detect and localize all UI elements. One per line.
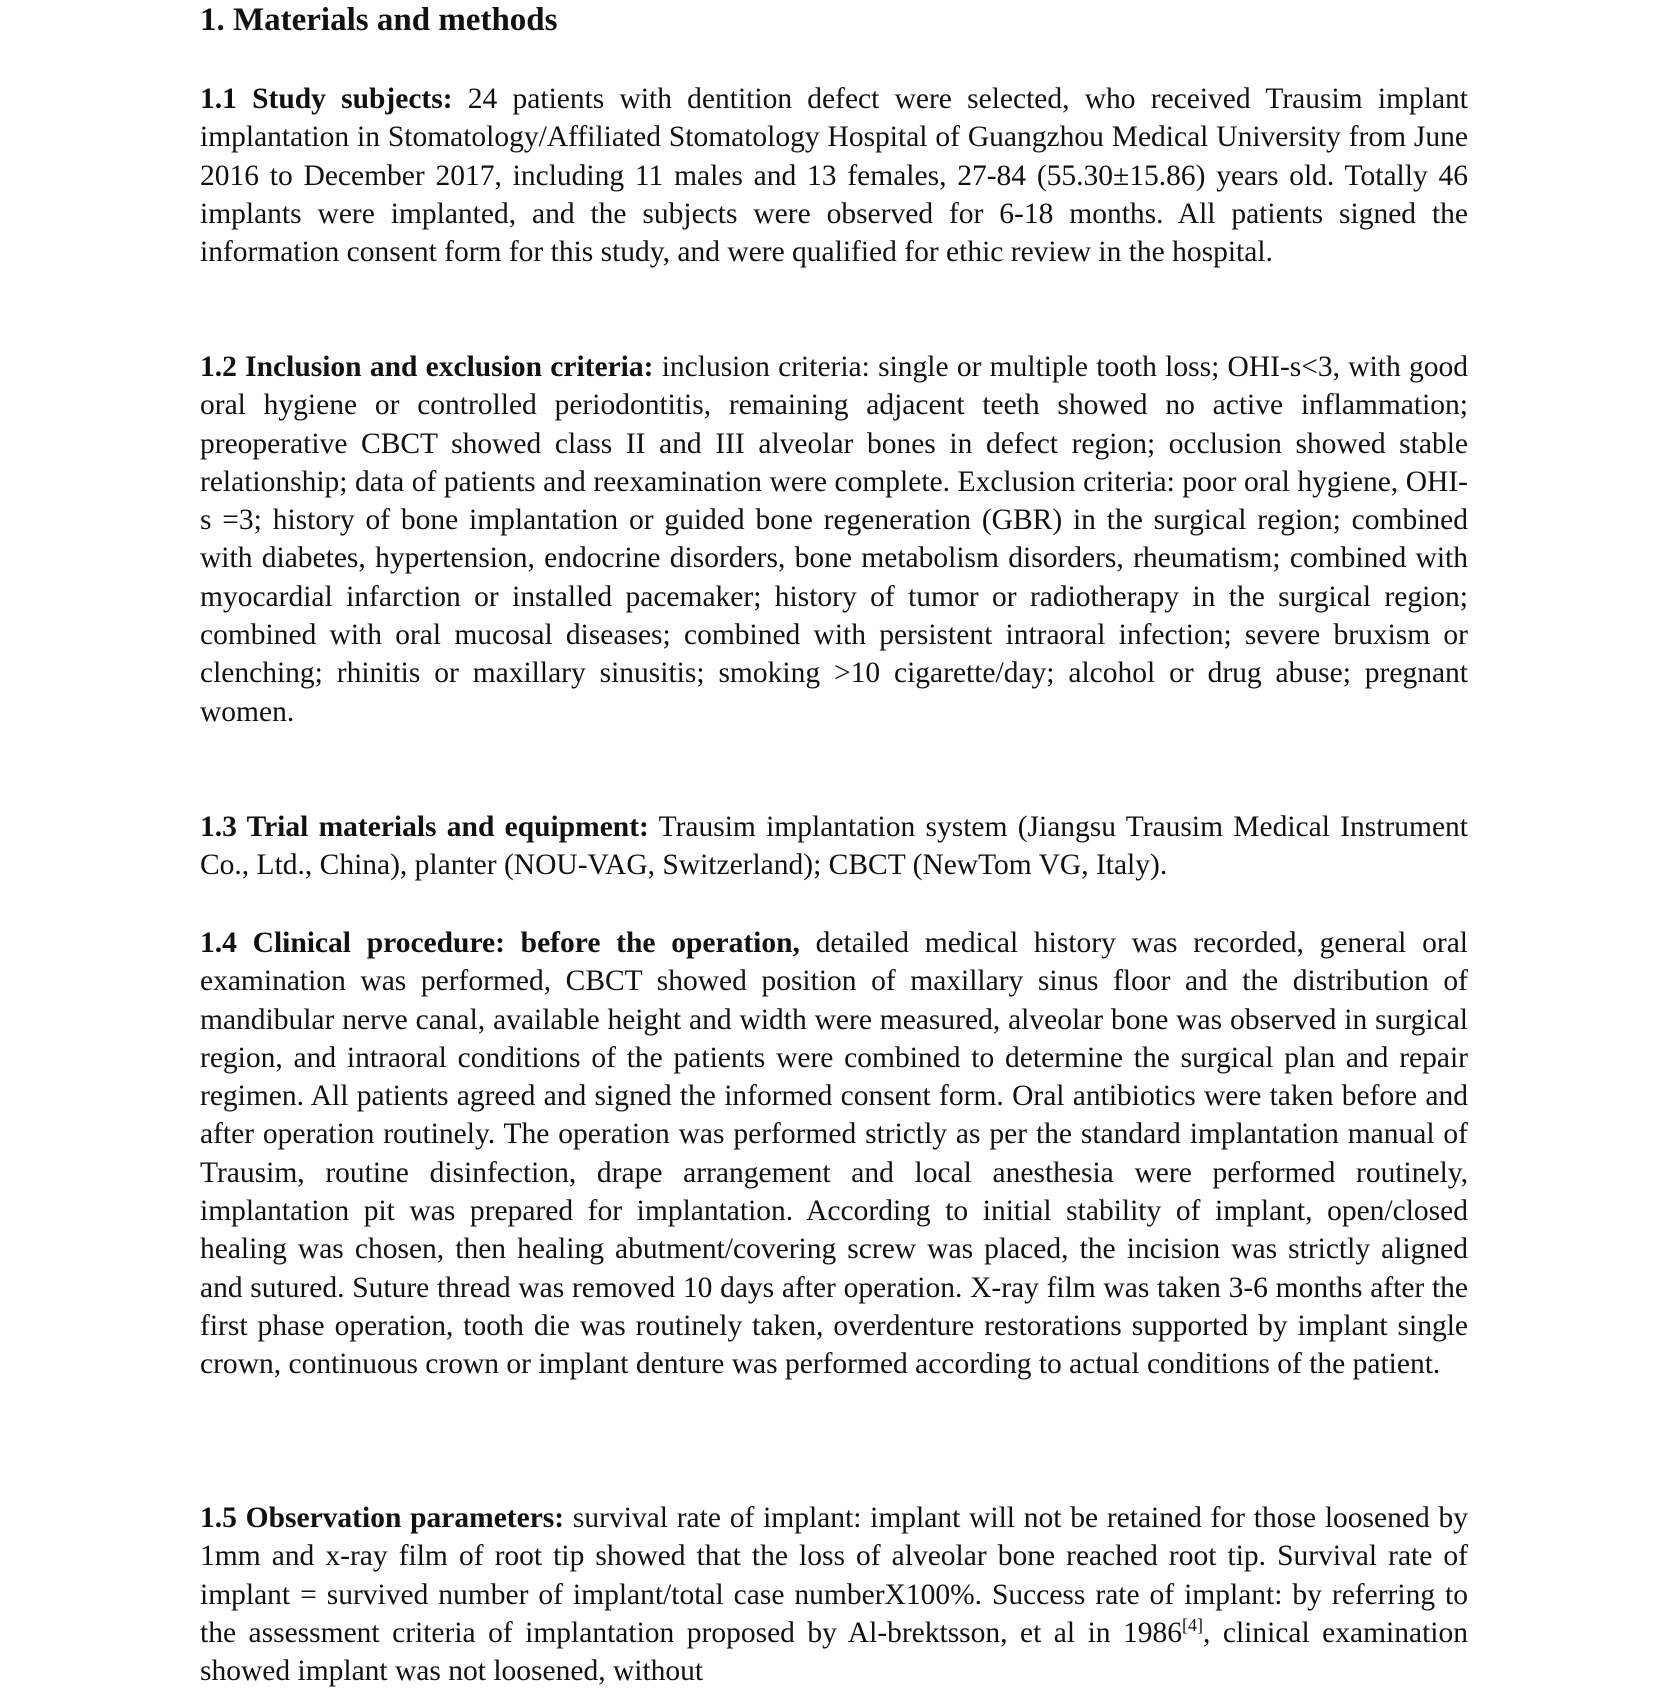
section-title: 1. Materials and methods	[200, 2, 558, 38]
paragraph-body: Trausim implantation system (Jiangsu Trausim Medical Instrument Co., Ltd., China), planter (NOU-VAG, Switzerland); CBCT (NewTom VG, Italy).	[200, 811, 1468, 882]
paragraph-heading: 1.2 Inclusion and exclusion criteria:	[200, 351, 654, 383]
citation-reference: [4]	[1182, 1615, 1204, 1636]
paragraph-study-subjects	[200, 80, 1468, 271]
paragraph-body: detailed medical history was recorded, general oral examination was performed, CBCT showed position of maxillary sinus floor and the distribution of mandibular nerve canal, available height and width were measured, alveolar bone was observed in surgical region, and intraoral conditions of the patients were combined to determine the surgical plan and repair regimen. All patients agreed and signed the informed consent form. Oral antibiotics were taken before and after operation routinely. The operation was performed strictly as per the standard implantation manual of Trausim, routine disinfection, drape arrangement and local anesthesia were performed routinely, implantation pit was prepared for implantation. According to initial stability of implant, open/closed healing was chosen, then healing abutment/covering screw was placed, the incision was strictly aligned and sutured. Suture thread was removed 10 days after operation. X-ray film was taken 3-6 months after the first phase operation, tooth die was routinely taken, overdenture restorations supported by implant single crown, continuous crown or implant denture was performed according to actual conditions of the patient.	[200, 927, 1468, 1381]
paragraph-trial-materials	[200, 808, 1468, 885]
paragraph-observation-parameters	[200, 1499, 1468, 1690]
paragraph-heading: 1.1 Study subjects:	[200, 83, 453, 115]
paragraph-body: survival rate of implant: implant will not be retained for those loosened by 1mm and x-ray film of root tip showed that the loss of alveolar bone reached root tip. Survival rate of implant = survived number of implant/total case numberX100%. Success rate of implant: by referring to the assessment criteria of implantation proposed by Al-brektsson, et al in 1986	[200, 1502, 1468, 1649]
paragraph-heading: 1.5 Observation parameters:	[200, 1502, 565, 1534]
paragraph-clinical-procedure	[200, 924, 1468, 1384]
paragraph-heading: 1.4 Clinical procedure: before the operation,	[200, 927, 800, 959]
paragraph-body-continued: , clinical examination showed implant was not loosened, without	[200, 1616, 1468, 1688]
paragraph-heading: 1.3 Trial materials and equipment:	[200, 811, 649, 843]
document-page	[200, 0, 1469, 1688]
paragraph-body: inclusion criteria: single or multiple tooth loss; OHI-s<3, with good oral hygiene or controlled periodontitis, remaining adjacent teeth showed no active inflammation; preoperative CBCT showed class II and III alveolar bones in defect region; occlusion showed stable relationship; data of patients and reexamination were complete. Exclusion criteria: poor oral hygiene, OHI-s =3; history of bone implantation or guided bone regeneration (GBR) in the surgical region; combined with diabetes, hypertension, endocrine disorders, bone metabolism disorders, rheumatism; combined with myocardial infarction or installed pacemaker; history of tumor or radiotherapy in the surgical region; combined with oral mucosal diseases; combined with persistent intraoral infection; severe bruxism or clenching; rhinitis or maxillary sinusitis; smoking >10 cigarette/day; alcohol or drug abuse; pregnant women.	[200, 351, 1469, 728]
paragraph-body: 24 patients with dentition defect were selected, who received Trausim implant implantation in Stomatology/Affiliated Stomatology Hospital of Guangzhou Medical University from June 2016 to December 2017, including 11 males and 13 females, 27-84 (55.30±15.86) years old. Totally 46 implants were implanted, and the subjects were observed for 6-18 months. All patients signed the information consent form for this study, and were qualified for ethic review in the hospital.	[200, 83, 1468, 269]
paragraph-inclusion-exclusion-criteria	[200, 348, 1468, 731]
